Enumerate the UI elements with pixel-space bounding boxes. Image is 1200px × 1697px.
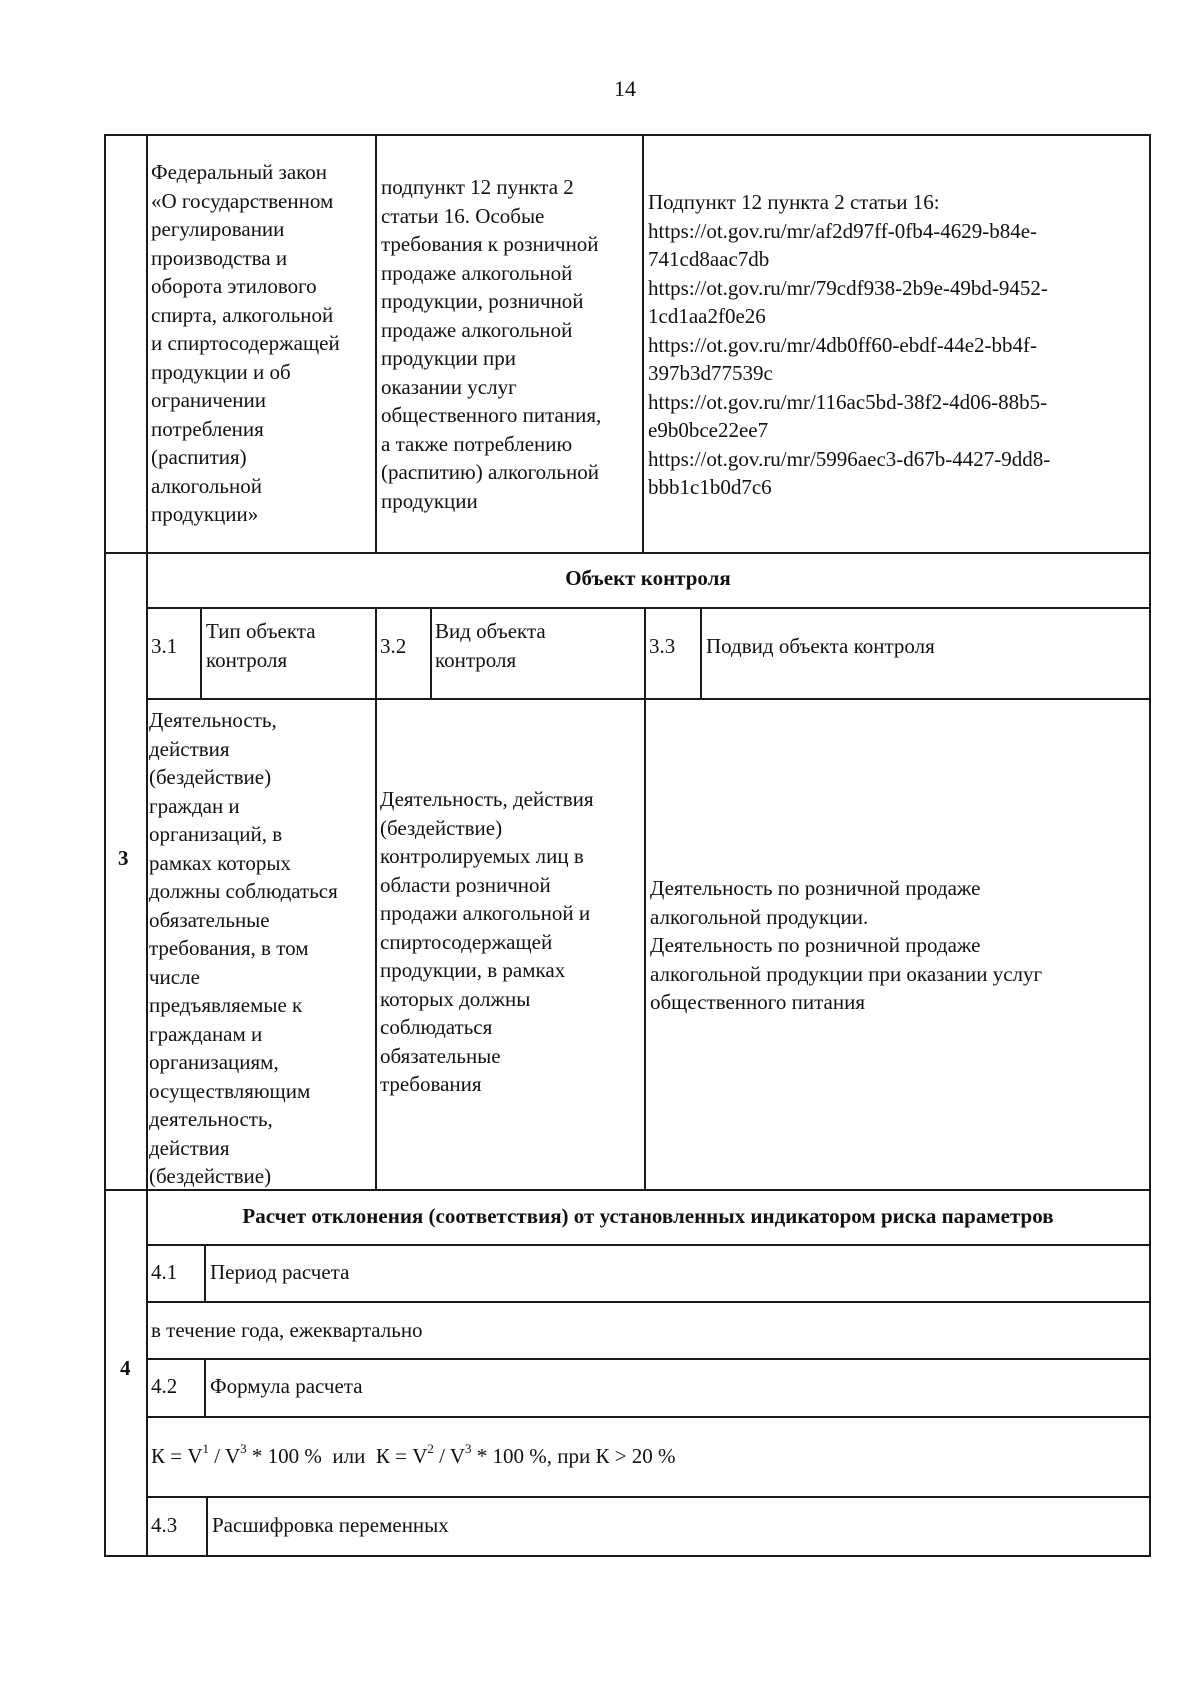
section-3-number: 3 — [118, 846, 129, 870]
column-divider — [375, 607, 377, 1189]
column-divider — [204, 1358, 206, 1416]
formula-superscript: 2 — [427, 1441, 434, 1456]
column-divider — [206, 1496, 208, 1555]
control-object-kind-text: Деятельность, действия (бездействие) контролируемых лиц в области розничной продажи алкогольной и спиртосодержащей продукции, в рамках которых должны соблюдаться обязательные требования — [380, 787, 594, 1096]
subsection-3-2-label: Вид объекта контроля — [435, 619, 546, 672]
formula-superscript: 3 — [240, 1441, 247, 1456]
formula-part: * 100 % или К = V — [246, 1444, 428, 1468]
formula-part: * 100 %, при К > 20 % — [471, 1444, 676, 1468]
subsection-3-3-label: Подвид объекта контроля — [706, 634, 935, 658]
column-divider — [700, 607, 702, 698]
formula-part: / V — [433, 1444, 465, 1468]
formula-superscript: 3 — [464, 1441, 472, 1456]
page-number: 14 — [614, 76, 636, 101]
section-4-number: 4 — [120, 1356, 131, 1380]
links-cell: Подпункт 12 пункта 2 статьи 16: https://ot.gov.ru/mr/af2d97ff-0fb4-4629-b84e- 741cd8aac7db https://ot.gov.ru/mr/79cdf938-2b9e-49bd-9452- 1cd1aa2f0e26 https://ot.gov.ru/mr/4db0ff60-ebdf-44e2-bb4f- 397b3d77539c https://ot.gov.ru/mr/116ac5bd-38f2-4d06-88b5- e9b0bce22ee7 https://ot.gov.ru/mr/5996aec3-d67b-4427-9dd8- bbb1c1b0d7c6 — [648, 190, 1051, 499]
table-border-right — [1149, 134, 1151, 1557]
column-divider — [200, 607, 202, 698]
subsection-3-1-code: 3.1 — [151, 634, 178, 658]
subsection-3-2-code: 3.2 — [380, 634, 407, 658]
row-divider — [146, 1496, 1151, 1498]
calculation-formula — [151, 1442, 676, 1471]
section-3-title: Объект контроля — [565, 566, 731, 590]
row-divider — [104, 552, 1151, 554]
row-divider — [146, 1416, 1151, 1418]
article-cell: подпункт 12 пункта 2 статьи 16. Особые требования к розничной продаже алкогольной продукции, розничной продаже алкогольной продукции при оказании услуг общественного питания, а также потреблению (распитию) алкогольной продукции — [381, 175, 602, 513]
row-divider — [146, 1358, 1151, 1360]
subsection-3-1-label: Тип объекта контроля — [206, 619, 316, 672]
subsection-3-3-code: 3.3 — [649, 634, 676, 658]
column-divider — [146, 134, 148, 1557]
row-divider — [146, 607, 1151, 609]
law-name-cell: Федеральный закон «О государственном регулировании производства и оборота этилового спирта, алкогольной и спиртосодержащей продукции и об ограничении потребления (распития) алкогольной продукции» — [151, 160, 340, 526]
column-divider — [642, 134, 644, 552]
table-border-top — [104, 134, 1151, 136]
table-border-bottom — [104, 1555, 1151, 1557]
control-object-type-text: Деятельность, действия (бездействие) граждан и организаций, в рамках которых должны соблюдаться обязательные требования, в том числе предъявляемые к гражданам и организациям, осуществляющим деятельность, действия (бездействие) — [149, 708, 338, 1188]
section-4-title: Расчет отклонения (соответствия) от установленных индикатором риска параметров — [242, 1204, 1054, 1228]
subsection-4-1-code: 4.1 — [151, 1260, 178, 1284]
subsection-4-2-code: 4.2 — [151, 1374, 178, 1398]
subsection-4-1-label: Период расчета — [210, 1260, 350, 1284]
formula-part: / V — [209, 1444, 241, 1468]
calculation-period-value: в течение года, ежеквартально — [151, 1318, 423, 1342]
table-border-left — [104, 134, 106, 1557]
row-divider — [146, 698, 1151, 700]
subsection-4-2-label: Формула расчета — [210, 1374, 363, 1398]
formula-superscript: 1 — [202, 1441, 210, 1456]
row-divider — [146, 1244, 1151, 1246]
control-object-subkind-text: Деятельность по розничной продаже алкогольной продукции. Деятельность по розничной продаже алкогольной продукции при оказании услуг общественного питания — [650, 876, 1043, 1014]
formula-part: К = V — [151, 1444, 203, 1468]
column-divider — [375, 134, 377, 552]
subsection-4-3-label: Расшифровка переменных — [212, 1513, 449, 1537]
column-divider — [644, 607, 646, 1189]
column-divider — [430, 607, 432, 698]
subsection-4-3-code: 4.3 — [151, 1513, 178, 1537]
row-divider — [146, 1301, 1151, 1303]
column-divider — [204, 1244, 206, 1301]
